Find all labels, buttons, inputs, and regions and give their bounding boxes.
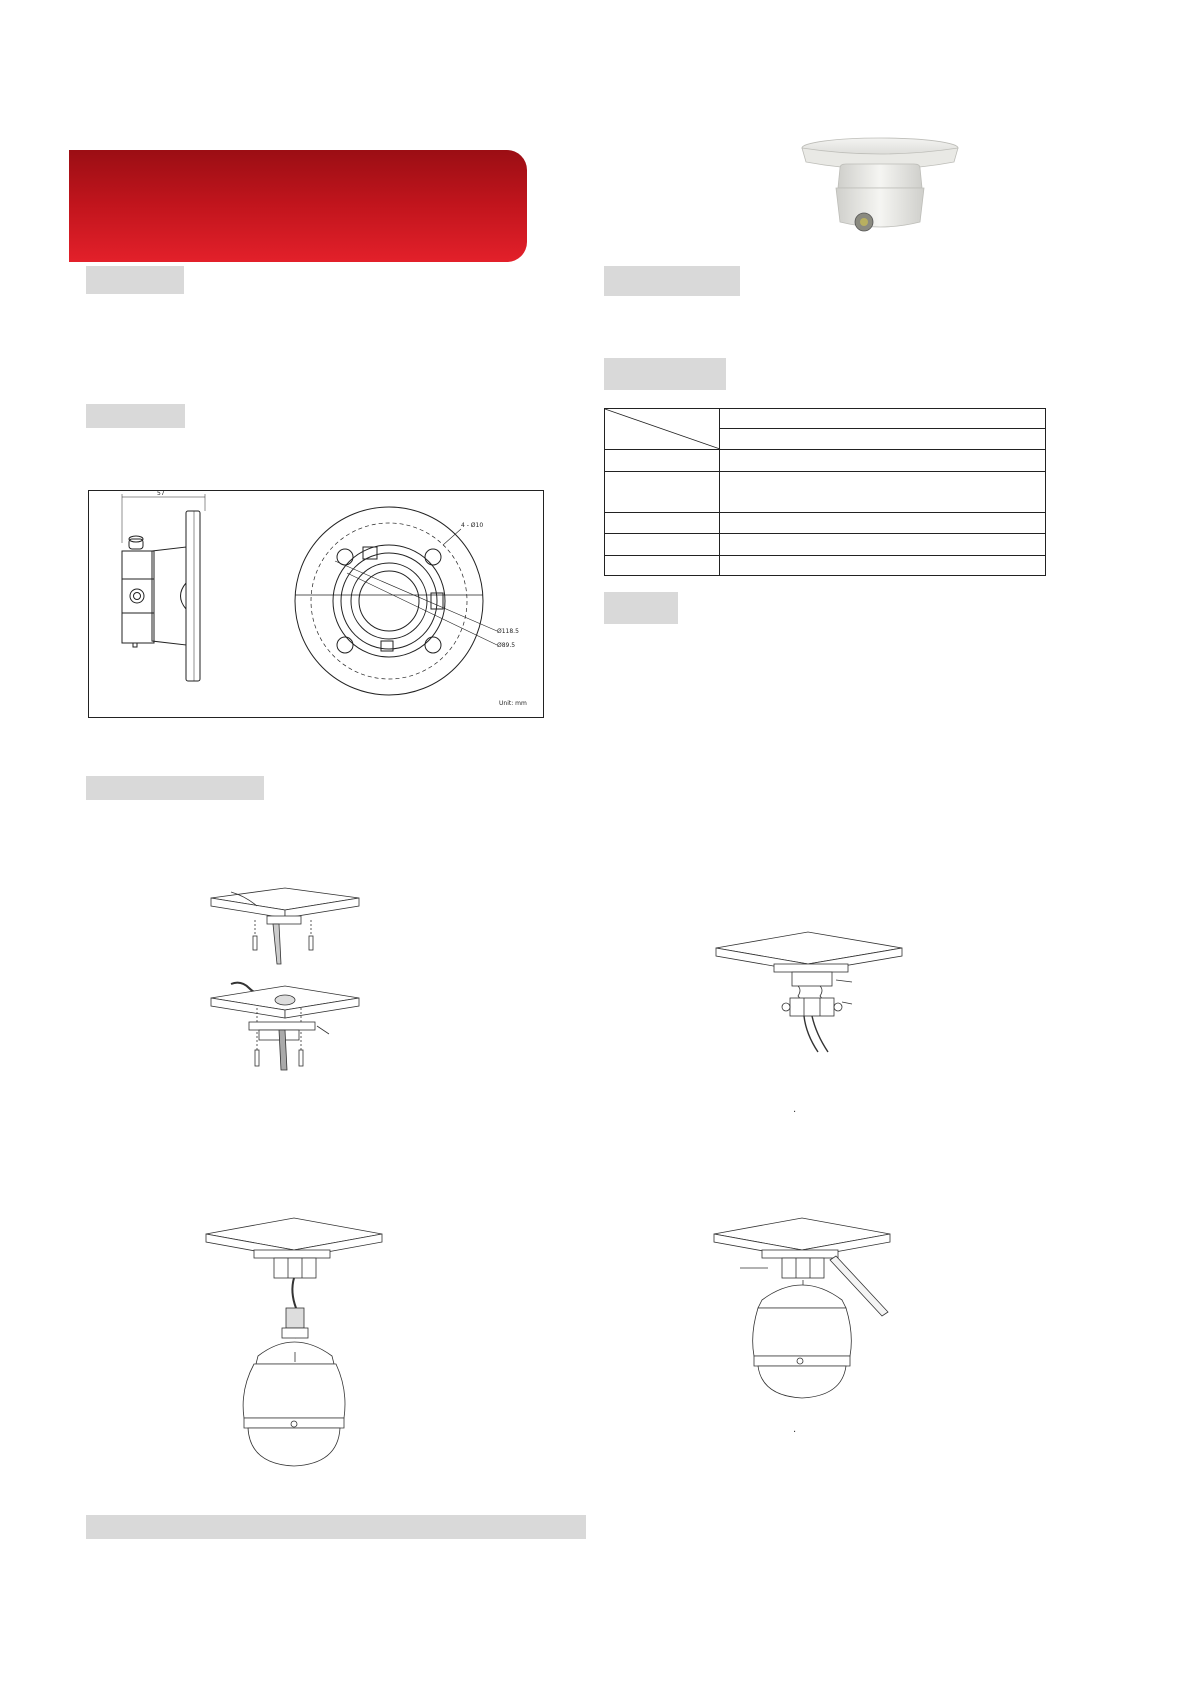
spec-table-cell	[720, 555, 1046, 575]
spec-table	[604, 408, 1046, 576]
install-step-3-illustration	[204, 1212, 394, 1472]
hole-callout: 4 - Ø10	[461, 522, 484, 529]
table-row	[605, 534, 1046, 555]
section-tab-5	[604, 266, 740, 296]
unit-label: Unit: mm	[499, 700, 527, 707]
spec-table-cell	[605, 472, 720, 513]
footnote-mark-1: .	[793, 1104, 797, 1115]
section-tab-4	[86, 1515, 586, 1539]
dimension-drawing	[88, 490, 544, 718]
outer-diameter-callout: Ø118.5	[497, 628, 519, 635]
inner-diameter-callout: Ø89.5	[497, 642, 516, 649]
install-step-4-illustration	[712, 1212, 912, 1404]
spec-table-cell	[605, 449, 720, 471]
product-photo	[800, 136, 960, 236]
spec-table-header-row	[605, 409, 1046, 429]
spec-table-corner-cell	[605, 409, 720, 450]
spec-table-cell	[720, 512, 1046, 533]
section-tab-1	[86, 266, 184, 294]
spec-table-cell	[720, 449, 1046, 471]
table-row	[605, 555, 1046, 575]
spec-table-cell	[605, 555, 720, 575]
spec-table-cell	[605, 534, 720, 555]
table-row	[605, 472, 1046, 513]
section-tab-3	[86, 776, 264, 800]
footnote-mark-2: .	[793, 1424, 797, 1435]
install-step-2-illustration	[712, 924, 912, 1054]
spec-table-cell	[605, 512, 720, 533]
install-step-1-illustration	[205, 884, 385, 1084]
spec-table-cell	[720, 429, 1046, 449]
side-view-drawing	[122, 494, 205, 681]
spec-table-cell	[720, 409, 1046, 429]
table-row	[605, 449, 1046, 471]
header-banner	[69, 150, 527, 262]
spec-table-cell	[720, 472, 1046, 513]
spec-table-cell	[720, 534, 1046, 555]
table-row	[605, 512, 1046, 533]
section-tab-2	[86, 404, 185, 428]
section-tab-7	[604, 592, 678, 624]
top-view-drawing	[295, 507, 497, 695]
width-dimension-label: 57	[157, 490, 165, 497]
section-tab-6	[604, 358, 726, 390]
